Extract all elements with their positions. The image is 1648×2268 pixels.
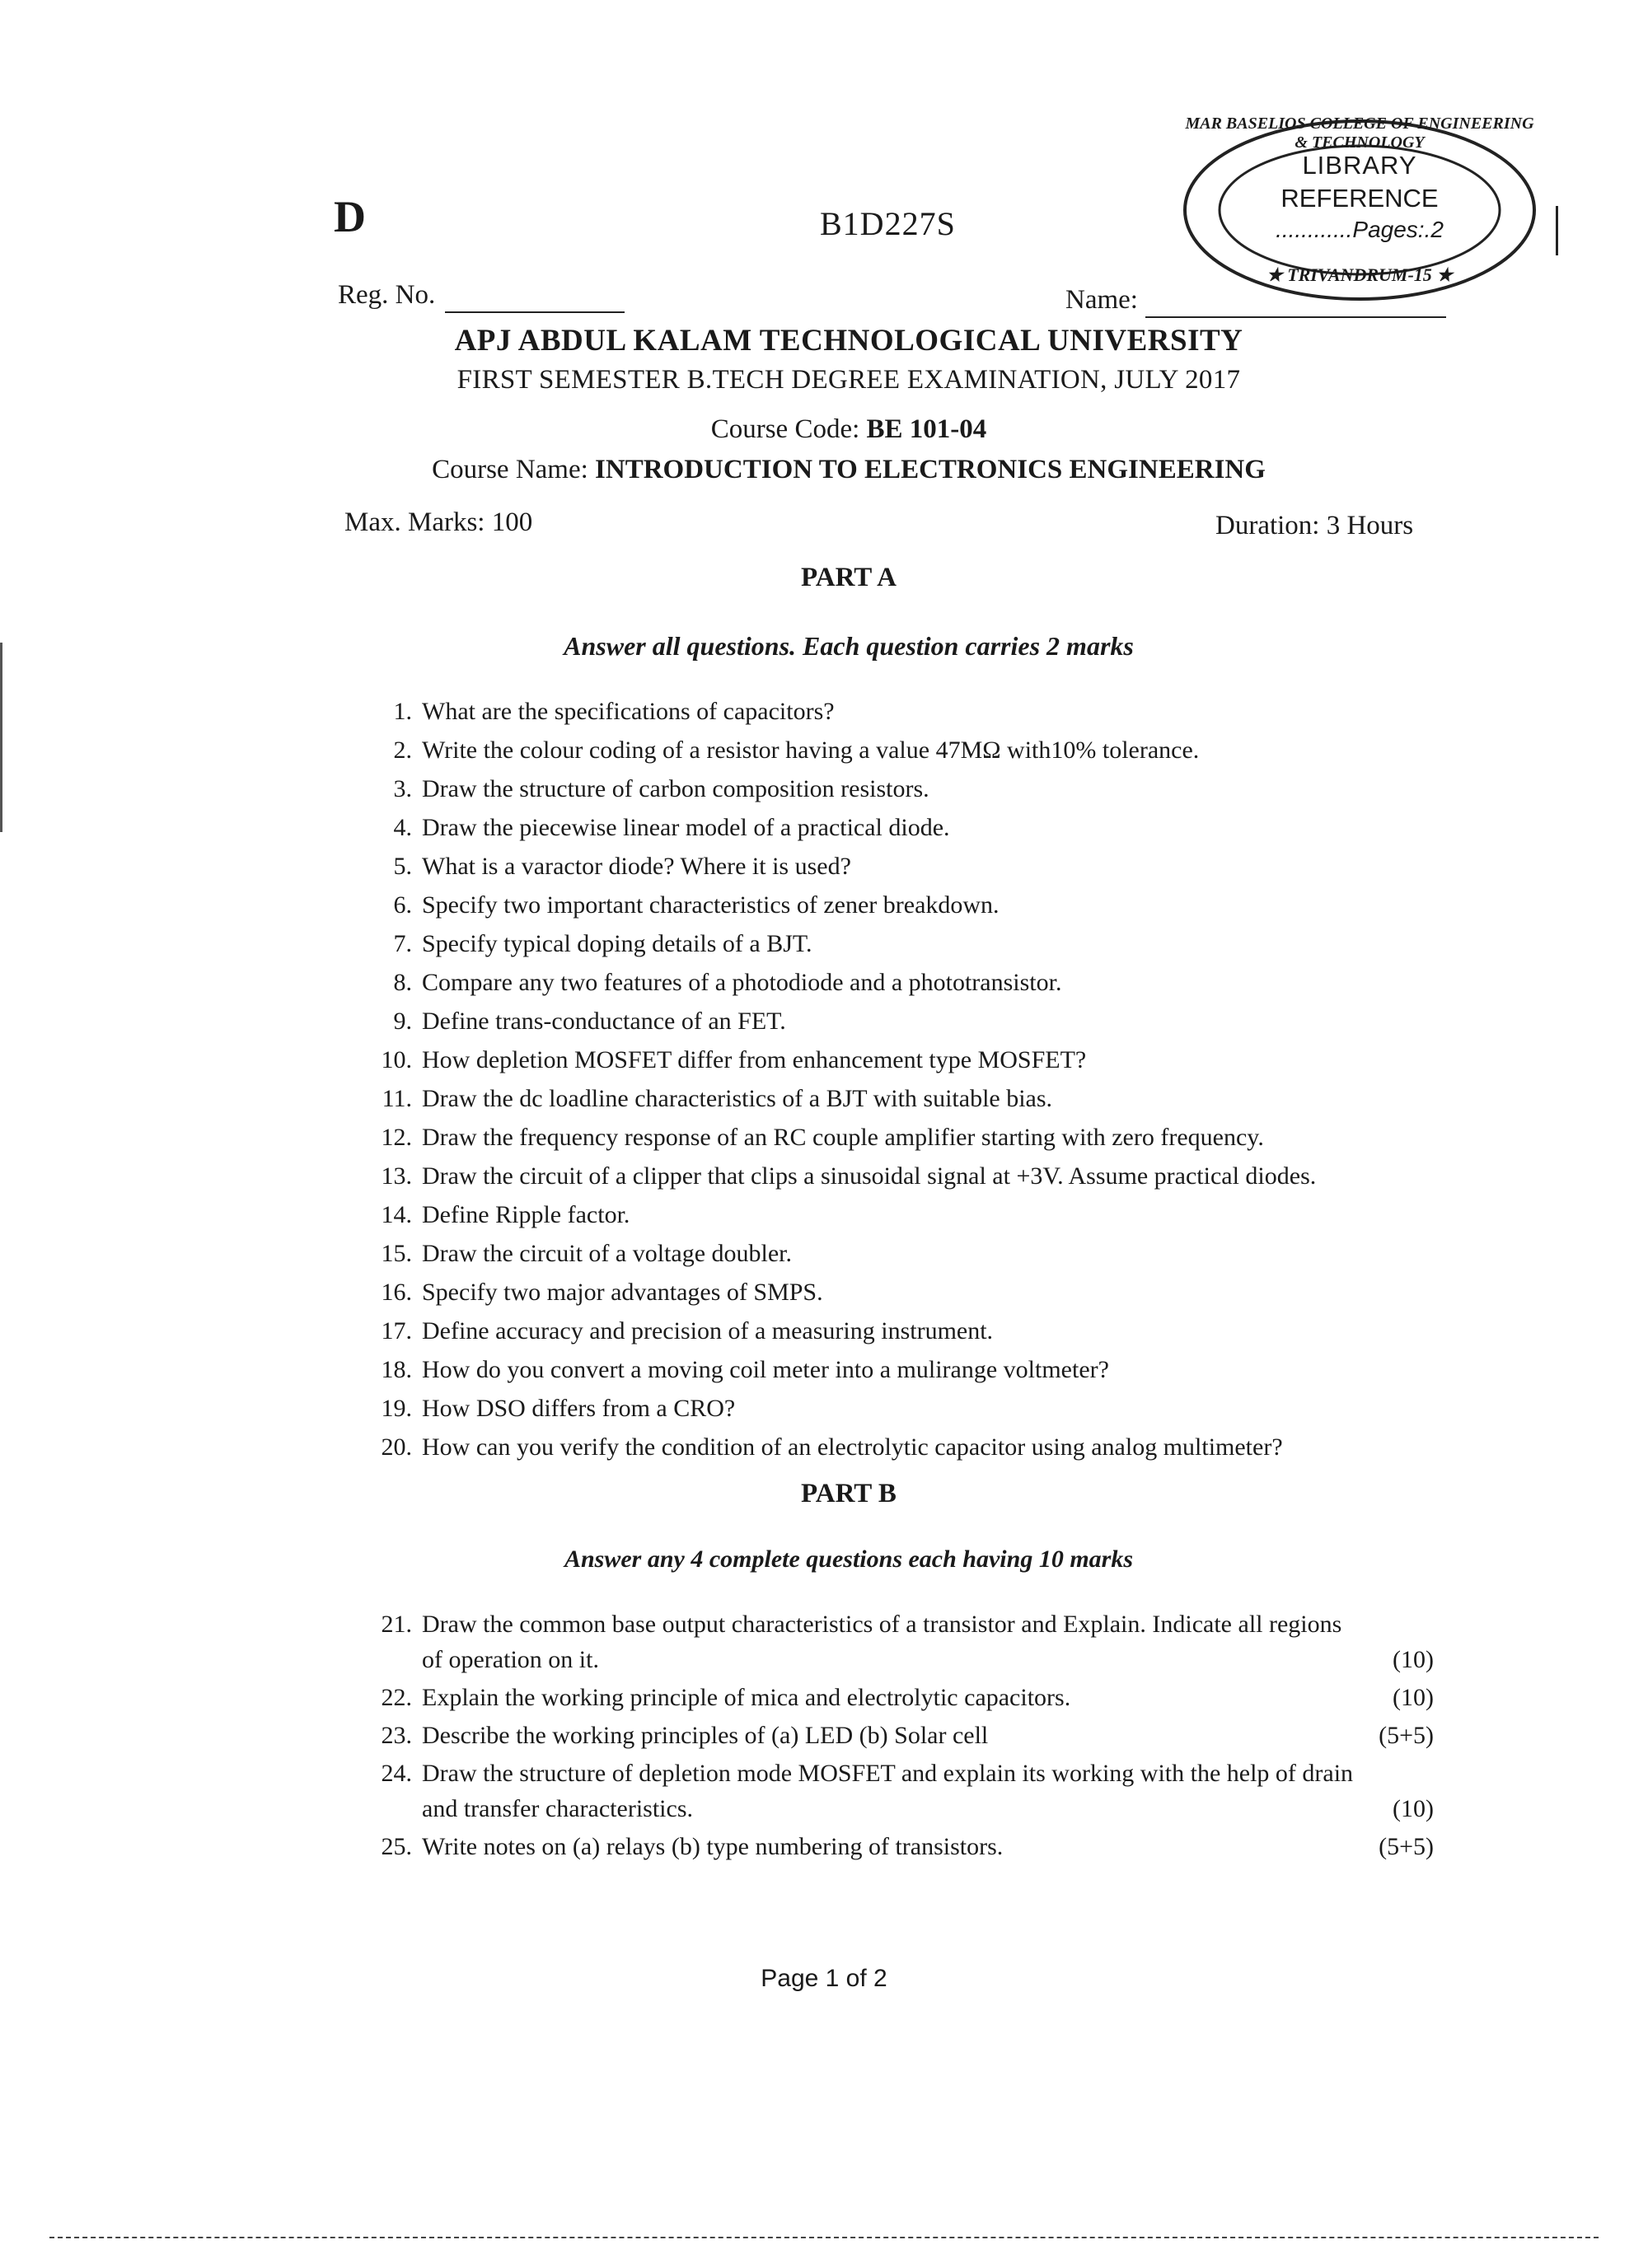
question-row (354, 924, 1450, 963)
stamp-reference: REFERENCE (1280, 184, 1439, 213)
question-number: 15. (381, 1240, 412, 1267)
question-number: 20. (381, 1433, 412, 1461)
question-number: 17. (381, 1317, 412, 1344)
question-text: Specify two important characteristics of zener breakdown. (422, 891, 1000, 919)
question-marks: (5+5) (1379, 1722, 1434, 1749)
question-text: Define accuracy and precision of a measuring instrument. (422, 1317, 994, 1344)
question-text: How DSO differs from a CRO? (422, 1395, 736, 1422)
library-stamp (1178, 111, 1541, 317)
question-number: 10. (381, 1046, 412, 1073)
exam-title: FIRST SEMESTER B.TECH DEGREE EXAMINATION, JULY 2017 (456, 365, 1241, 395)
question-number: 23. (381, 1722, 412, 1749)
part-a-instruction: Answer all questions. Each question carries 2 marks (564, 631, 1134, 661)
question-row (354, 1040, 1450, 1079)
question-text: Draw the common base output characteristics of a transistor and Explain. Indicate all regions of operation on it. (422, 1611, 1342, 1673)
question-row (354, 1829, 1434, 1864)
question-number: 7. (393, 930, 412, 957)
question-number: 12. (381, 1124, 412, 1151)
question-row (354, 1389, 1450, 1428)
course-name (346, 455, 1351, 485)
question-text: Describe the working principles of (a) LED (b) Solar cell (422, 1722, 989, 1749)
question-text: How can you verify the condition of an electrolytic capacitor using analog multimeter? (422, 1433, 1283, 1461)
part-a-questions (354, 692, 1450, 1466)
name-line (1145, 316, 1446, 318)
question-text: Draw the structure of carbon composition resistors. (422, 775, 929, 802)
question-text: Explain the working principle of mica and electrolytic capacitors. (422, 1684, 1071, 1711)
question-text: What are the specifications of capacitors? (422, 698, 835, 725)
question-number: 24. (381, 1760, 412, 1787)
question-row (354, 1157, 1450, 1195)
question-text: Draw the piecewise linear model of a practical diode. (422, 814, 950, 841)
course-code-value: BE 101-04 (866, 414, 987, 444)
course-code-label: Course Code: (710, 414, 860, 444)
scan-margin-line (0, 643, 2, 832)
question-text: How do you convert a moving coil meter into a mulirange voltmeter? (422, 1356, 1109, 1383)
course-name-label: Course Name: (432, 455, 588, 484)
reg-no-line (445, 311, 625, 313)
question-row (354, 808, 1450, 847)
question-row (354, 692, 1450, 731)
question-row (354, 1606, 1434, 1677)
bottom-rule (49, 2237, 1599, 2238)
question-number: 25. (381, 1833, 412, 1860)
question-number: 19. (381, 1395, 412, 1422)
question-row (354, 1234, 1450, 1273)
question-text: How depletion MOSFET differ from enhancement type MOSFET? (422, 1046, 1087, 1073)
question-row (354, 847, 1450, 886)
question-row (354, 1312, 1450, 1350)
stamp-pages: ............Pages:.2 (1276, 217, 1444, 242)
question-marks: (10) (1393, 1684, 1434, 1711)
question-text: Define Ripple factor. (422, 1201, 630, 1228)
reg-no-label: Reg. No. (338, 280, 436, 310)
question-number: 16. (381, 1279, 412, 1306)
part-b-questions (354, 1606, 1434, 1867)
margin-mark (1556, 206, 1558, 255)
stamp-library: LIBRARY (1302, 151, 1417, 180)
question-row (354, 731, 1450, 769)
question-marks: (10) (1393, 1646, 1434, 1673)
question-number: 9. (393, 1008, 412, 1035)
question-text: Draw the dc loadline characteristics of a BJT with suitable bias. (422, 1085, 1053, 1112)
question-text: Compare any two features of a photodiode and a phototransistor. (422, 969, 1062, 996)
question-text: Draw the circuit of a clipper that clips a sinusoidal signal at +3V. Assume practical diodes. (422, 1162, 1317, 1190)
question-text: Write notes on (a) relays (b) type numbering of transistors. (422, 1833, 1004, 1860)
question-number: 3. (393, 775, 412, 802)
question-text: What is a varactor diode? Where it is used? (422, 853, 851, 880)
question-number: 21. (381, 1611, 412, 1638)
name-label: Name: (1065, 285, 1138, 315)
paper-code: B1D227S (820, 205, 956, 242)
question-text: Draw the frequency response of an RC couple amplifier starting with zero frequency. (422, 1124, 1264, 1151)
question-row (354, 1718, 1434, 1753)
question-number: 2. (393, 737, 412, 764)
question-row (354, 1350, 1450, 1389)
page-number-text: Page 1 of 2 (761, 1965, 887, 1992)
question-number: 18. (381, 1356, 412, 1383)
question-number: 11. (382, 1085, 412, 1112)
question-marks: (5+5) (1379, 1833, 1434, 1860)
part-a-title: PART A (801, 563, 897, 592)
stamp-ring-top-text: MAR BASELIOS COLLEGE OF ENGINEERING & TECHNOLOGY (1185, 115, 1534, 152)
question-row (354, 1680, 1434, 1715)
duration: Duration: 3 Hours (1215, 511, 1414, 540)
part-b-instruction: Answer any 4 complete questions each having 10 marks (564, 1546, 1134, 1573)
question-row (354, 769, 1450, 808)
question-number: 6. (393, 891, 412, 919)
question-row (354, 963, 1450, 1002)
university-name: APJ ABDUL KALAM TECHNOLOGICAL UNIVERSITY (454, 324, 1243, 358)
question-number: 4. (393, 814, 412, 841)
question-number: 1. (393, 698, 412, 725)
course-name-value: INTRODUCTION TO ELECTRONICS ENGINEERING (595, 455, 1266, 484)
question-row (354, 1428, 1450, 1466)
question-text: Define trans-conductance of an FET. (422, 1008, 786, 1035)
max-marks: Max. Marks: 100 (344, 507, 533, 537)
series-letter: D (334, 192, 366, 241)
question-number: 22. (381, 1684, 412, 1711)
question-row (354, 1195, 1450, 1234)
question-number: 8. (393, 969, 412, 996)
stamp-ring-bottom-text: ★ TRIVANDRUM-15 ★ (1266, 264, 1454, 285)
question-text: Specify two major advantages of SMPS. (422, 1279, 823, 1306)
part-b-title: PART B (801, 1479, 897, 1508)
question-number: 14. (381, 1201, 412, 1228)
question-text: Specify typical doping details of a BJT. (422, 930, 812, 957)
question-row (354, 1079, 1450, 1118)
question-marks: (10) (1393, 1795, 1434, 1822)
question-number: 13. (381, 1162, 412, 1190)
question-row (354, 1002, 1450, 1040)
question-text: Draw the structure of depletion mode MOSFET and explain its working with the help of drain and transfer characteristics. (422, 1760, 1354, 1822)
page-number (0, 1965, 1648, 1993)
question-row (354, 1756, 1434, 1826)
question-row (354, 1118, 1450, 1157)
question-text: Draw the circuit of a voltage doubler. (422, 1240, 793, 1267)
course-code (346, 414, 1351, 445)
question-row (354, 1273, 1450, 1312)
question-number: 5. (393, 853, 412, 880)
question-text: Write the colour coding of a resistor having a value 47MΩ with10% tolerance. (422, 737, 1200, 764)
question-row (354, 886, 1450, 924)
